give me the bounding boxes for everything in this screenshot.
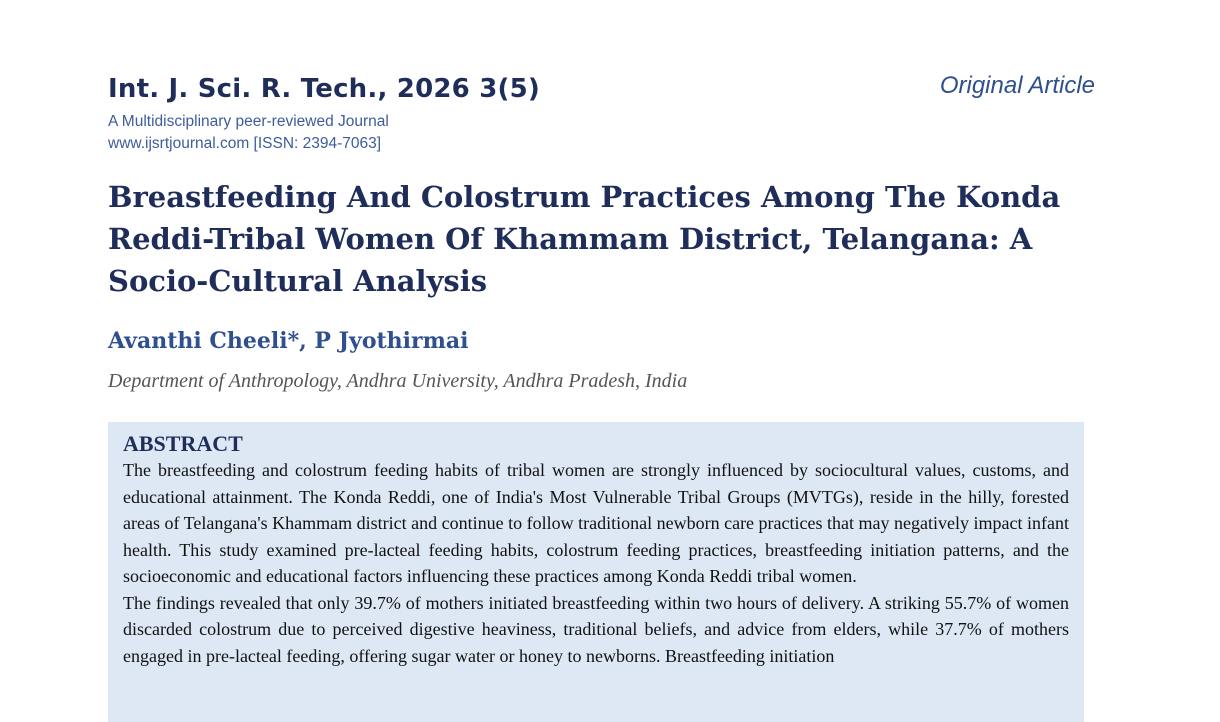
- abstract-box: [108, 422, 1084, 722]
- author-list: Avanthi Cheeli*, P Jyothirmai: [108, 328, 469, 354]
- journal-website[interactable]: www.ijsrtjournal.com [ISSN: 2394-7063]: [108, 135, 382, 152]
- paper-title: Breastfeeding And Colostrum Practices Among The Konda Reddi-Tribal Women Of Khammam District, Telangana: A Socio-Cultural Analysis: [108, 180, 1061, 298]
- journal-title: Int. J. Sci. R. Tech., 2026 3(5): [108, 74, 540, 104]
- journal-tagline: A Multidisciplinary peer-reviewed Journal: [108, 113, 389, 130]
- abstract-heading: ABSTRACT: [123, 431, 243, 456]
- article-type-label: Original Article: [939, 72, 1095, 99]
- abstract-paragraph: The breastfeeding and colostrum feeding habits of tribal women are strongly influenced by sociocultural values, customs, and educational attainment. The Konda Reddi, one of India's Most Vulnerable Tribal Groups (MVTGs), reside in the hilly, forested areas of Telangana's Khammam district and continue to follow traditional newborn care practices that may negatively impact infant health. This study examined pre-lacteal feeding habits, colostrum feeding practices, breastfeeding initiation patterns, and the socioeconomic and educational factors influencing these practices among Konda Reddi tribal women.: [123, 460, 1069, 586]
- author-affiliation: Department of Anthropology, Andhra University, Andhra Pradesh, India: [108, 370, 688, 392]
- abstract-paragraph: The findings revealed that only 39.7% of mothers initiated breastfeeding within two hours of delivery. A striking 55.7% of women discarded colostrum due to perceived digestive heaviness, traditional beliefs, and advice from elders, while 37.7% of mothers engaged in pre-lacteal feeding, offering sugar water or honey to newborns. Breastfeeding initiation: [123, 592, 1069, 666]
